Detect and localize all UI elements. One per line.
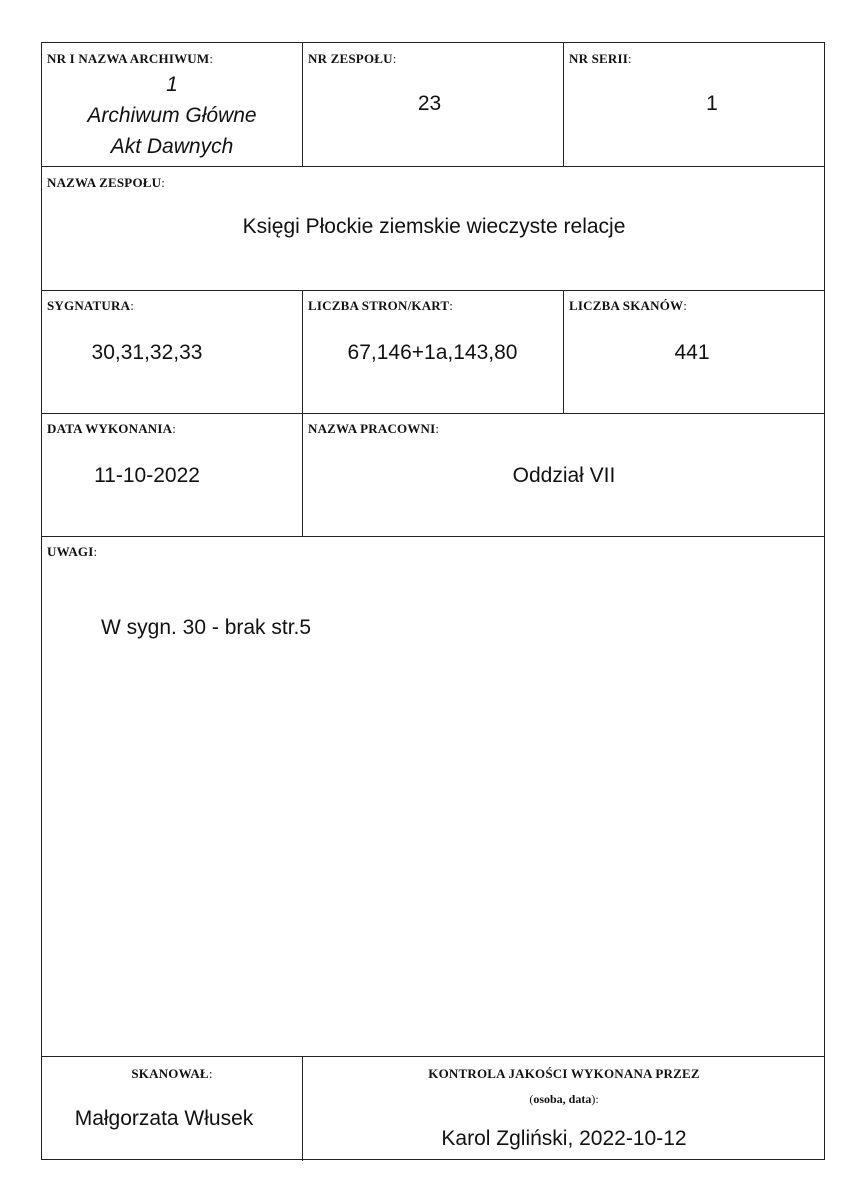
column-divider xyxy=(563,43,564,166)
signature-value: 30,31,32,33 xyxy=(91,341,203,364)
archive-label: NR I NAZWA ARCHIWUM: xyxy=(47,51,214,66)
date-made-value: 11-10-2022 xyxy=(94,464,200,487)
fonds-name-value: Księgi Płockie ziemskie wieczyste relacje xyxy=(242,215,626,238)
archive-name-line1: Archiwum Główne xyxy=(87,104,257,127)
row-divider xyxy=(42,290,824,291)
notes-value: W sygn. 30 - brak str.5 xyxy=(101,616,312,639)
signature-label: SYGNATURA: xyxy=(47,298,134,313)
workshop-value: Oddział VII xyxy=(512,464,616,487)
date-made-label: DATA WYKONANIA: xyxy=(47,421,177,436)
column-divider xyxy=(563,290,564,413)
row-divider xyxy=(42,413,824,414)
archive-number: 1 xyxy=(166,73,178,96)
column-divider xyxy=(302,43,303,166)
archive-metadata-form xyxy=(41,42,825,1160)
fonds-number-label: NR ZESPOŁU: xyxy=(308,51,397,66)
archive-name-line2: Akt Dawnych xyxy=(110,135,234,158)
quality-control-sublabel: (osoba, data): xyxy=(529,1092,599,1106)
scanned-by-value: Małgorzata Włusek xyxy=(74,1107,254,1130)
scans-value: 441 xyxy=(674,341,710,364)
row-divider xyxy=(42,1056,824,1057)
fonds-number-value: 23 xyxy=(417,92,442,115)
series-number-value: 1 xyxy=(706,92,718,115)
workshop-label: NAZWA PRACOWNI: xyxy=(308,421,440,436)
scans-label: LICZBA SKANÓW: xyxy=(569,298,688,313)
row-divider xyxy=(42,536,824,537)
quality-control-value: Karol Zgliński, 2022-10-12 xyxy=(441,1127,687,1150)
notes-label: UWAGI: xyxy=(47,544,98,559)
row-divider xyxy=(42,166,824,167)
series-number-label: NR SERII: xyxy=(569,51,632,66)
fonds-name-label: NAZWA ZESPOŁU: xyxy=(47,175,166,190)
scanned-by-label: SKANOWAŁ: xyxy=(131,1066,213,1081)
pages-value: 67,146+1a,143,80 xyxy=(347,341,518,364)
pages-label: LICZBA STRON/KART: xyxy=(308,298,454,313)
quality-control-label: KONTROLA JAKOŚCI WYKONANA PRZEZ xyxy=(428,1066,700,1081)
